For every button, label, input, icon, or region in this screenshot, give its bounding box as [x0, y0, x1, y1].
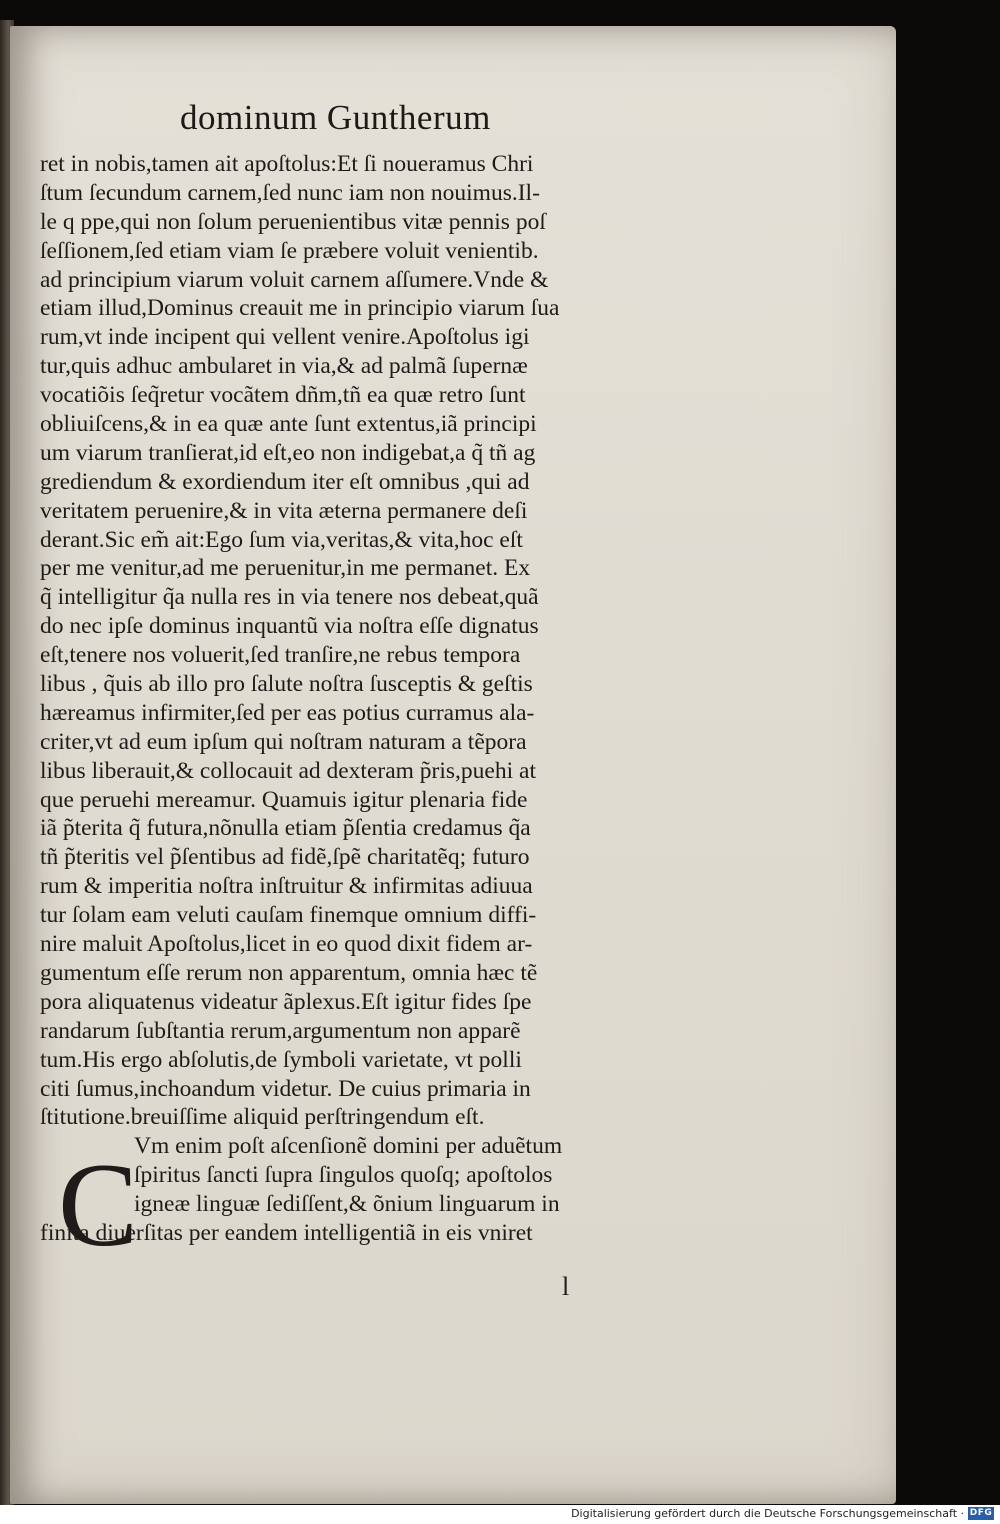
- text-line: derant.Sic em̃ ait:Ego ſum via,veritas,& vita,hoc eſt: [40, 526, 523, 553]
- body-text: [40, 150, 700, 1248]
- text-line: criter,vt ad eum ipſum qui noſtram naturam a tẽpora: [40, 728, 527, 755]
- text-line: tñ p̃teritis vel p̃ſentibus ad fidẽ,ſpẽ charitatẽq; futuro: [40, 844, 530, 871]
- dfg-logo-icon: DFG: [969, 1508, 993, 1518]
- text-line: citi ſumus,inchoandum videtur. De cuius primaria in: [40, 1075, 531, 1102]
- text-line: libus liberauit,& collocauit ad dexteram p̃ris,puehi at: [40, 757, 536, 784]
- text-line: pora aliquatenus videatur ãplexus.Eſt igitur fides ſpe: [40, 988, 532, 1015]
- text-line: iã p̃terita q̃ futura,nõnulla etiam p̃ſentia credamus q̃a: [40, 815, 531, 842]
- text-line: rum & imperitia noſtra inſtruitur & infirmitas adiuua: [40, 873, 533, 900]
- text-line: nire maluit Apoſtolus,licet in eo quod dixit fidem ar-: [40, 931, 533, 958]
- text-line: rum,vt inde incipent qui vellent venire.Apoſtolus igi: [40, 324, 530, 351]
- initial-text-line: igneæ linguæ ſediſſent,& õnium linguarum in: [134, 1191, 560, 1218]
- text-line: etiam illud,Dominus creauit me in principio viarum ſua: [40, 295, 560, 322]
- text-line: randarum ſubſtantia rerum,argumentum non apparẽ: [40, 1017, 521, 1044]
- text-line: que peruehi mereamur. Quamuis igitur plenaria fide: [40, 786, 528, 813]
- text-line: tur ſolam eam veluti cauſam finemque omnium diffi-: [40, 902, 537, 929]
- text-line: obliuiſcens,& in ea quæ ante ſunt extentus,iã principi: [40, 411, 537, 438]
- text-line: ſeſſionem,ſed etiam viam ſe præbere voluit venientib.: [40, 237, 539, 264]
- text-line: ad principium viarum voluit carnem aſſumere.Vnde &: [40, 266, 549, 293]
- text-line: le q ppe,qui non ſolum peruenientibus vitæ pennis poſ: [40, 208, 546, 235]
- text-line: grediendum & exordiendum iter eſt omnibus ,qui ad: [40, 468, 530, 495]
- running-head: dominum Guntherum: [180, 98, 491, 137]
- text-line: um viarum tranſierat,id eſt,eo non indigebat,a q̃ tñ ag: [40, 439, 536, 466]
- text-line: veritatem peruenire,& in vita æterna permanere deſi: [40, 497, 528, 524]
- text-line: per me venitur,ad me peruenitur,in me permanet. Ex: [40, 555, 531, 582]
- decorated-initial-letter: C: [58, 1138, 139, 1271]
- text-line: ſtitutione.breuiſſime aliquid perſtringendum eſt.: [40, 1104, 485, 1131]
- text-line: q̃ intelligitur q̃a nulla res in via tenere nos debeat,quã: [40, 584, 539, 611]
- text-line: tur,quis adhuc ambularet in via,& ad palmã ſupernæ: [40, 353, 528, 380]
- text-line: finita diuerſitas per eandem intelligentiã in eis vniret: [40, 1219, 533, 1246]
- text-line: tum.His ergo abſolutis,de ſymboli varietate, vt polli: [40, 1046, 522, 1073]
- text-line: hæreamus infirmiter,ſed per eas potius curramus ala-: [40, 699, 535, 726]
- initial-text-line: ſpiritus ſancti ſupra ſingulos quoſq; apoſtolos: [134, 1162, 553, 1189]
- text-line: libus , q̃uis ab illo pro ſalute noſtra ſusceptis & geſtis: [40, 671, 533, 698]
- text-line: vocatiõis ſeq̃retur vocãtem dñm,tñ ea quæ retro ſunt: [40, 382, 526, 409]
- text-line: ret in nobis,tamen ait apoſtolus:Et ſi noueramus Chri: [40, 151, 534, 177]
- text-line: ſtum ſecundum carnem,ſed nunc iam non nouimus.Il-: [40, 179, 540, 206]
- text-line: gumentum eſſe rerum non apparentum, omnia hæc tẽ: [40, 959, 538, 986]
- footer-credit: Digitalisierung gefördert durch die Deutsche Forschungsgemeinschaft ·: [571, 1507, 964, 1520]
- signature-mark: l: [562, 1272, 570, 1301]
- initial-text-line: Vm enim poſt aſcenſionẽ domini per aduẽtum: [134, 1133, 563, 1160]
- text-line: do nec ipſe dominus inquantũ via noſtra eſſe dignatus: [40, 613, 539, 640]
- text-line: eſt,tenere nos voluerit,ſed tranſire,ne rebus tempora: [40, 642, 521, 669]
